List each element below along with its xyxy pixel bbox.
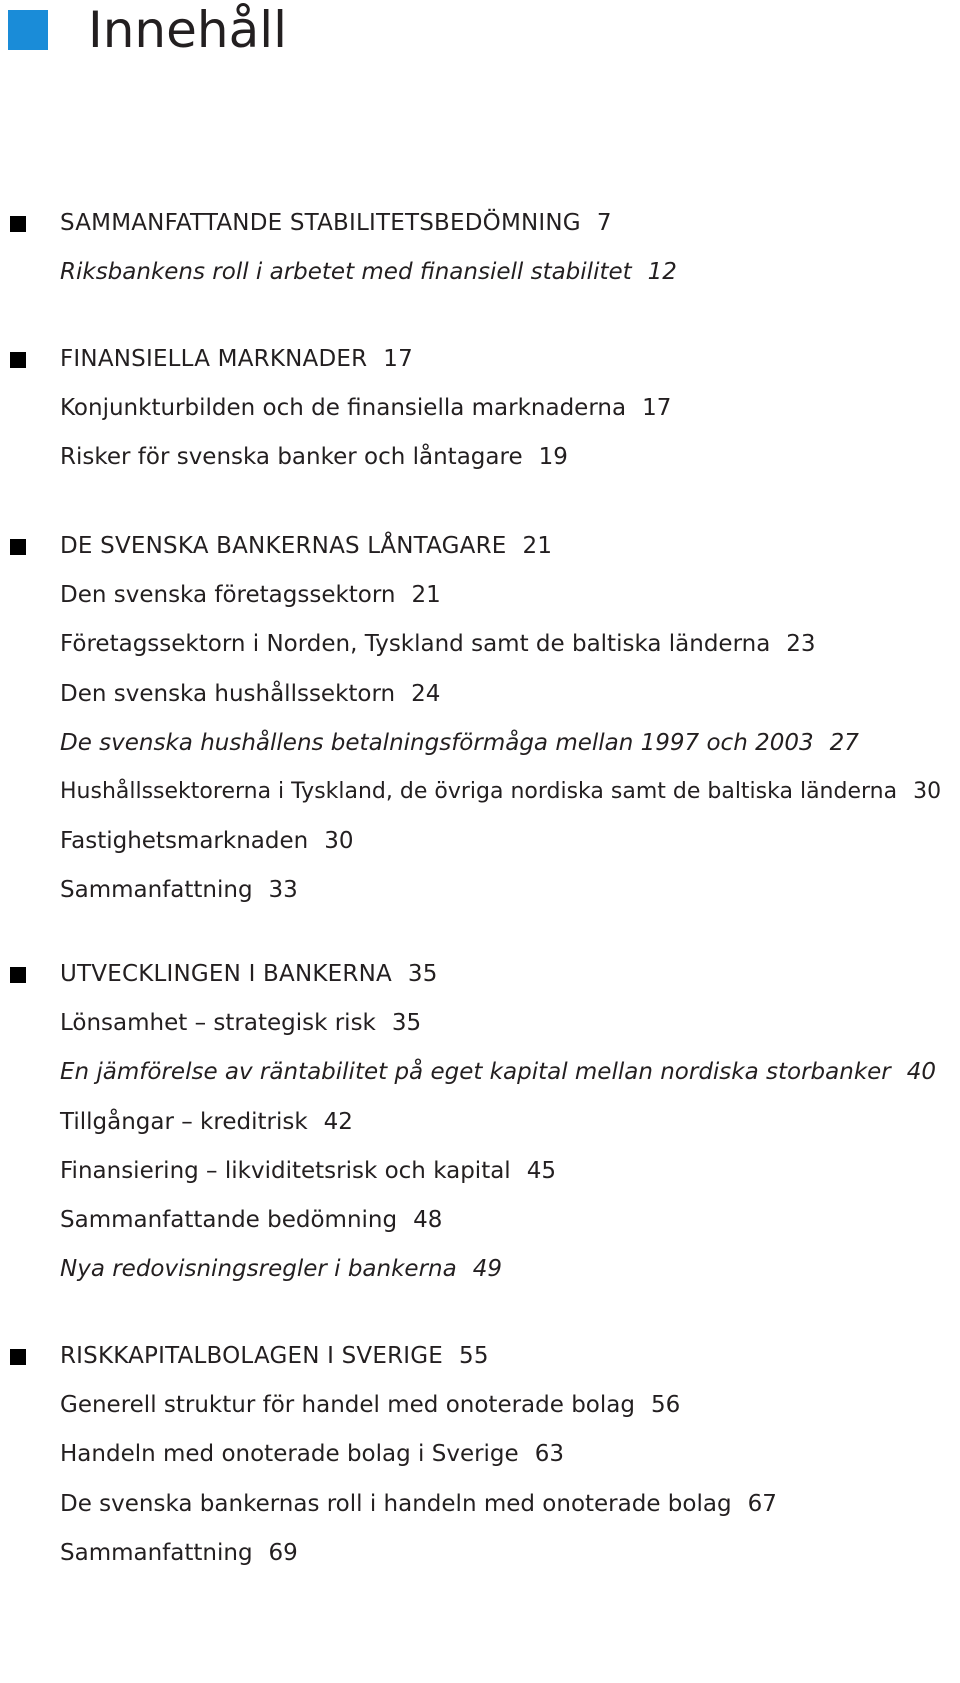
toc-page-number: 21 <box>411 582 441 609</box>
toc-entry-title: Sammanfattning <box>60 877 253 904</box>
toc-page-number: 17 <box>642 395 672 422</box>
toc-entry-title: Företagssektorn i Norden, Tyskland samt de baltiska länderna <box>60 631 771 658</box>
toc-entry-title: Den svenska företagssektorn <box>60 582 396 609</box>
toc-page-number: 21 <box>522 533 553 559</box>
toc-entry-title: Generell struktur för handel med onoterade bolag <box>60 1392 635 1419</box>
toc-page-number: 40 <box>906 1059 937 1086</box>
toc-entry-title: Den svenska hushållssektorn <box>60 680 396 707</box>
toc-entry[interactable] <box>60 1489 777 1519</box>
toc-entry-title: Sammanfattande bedömning <box>60 1207 398 1233</box>
toc-page-number: 12 <box>647 259 677 286</box>
toc-entry-title: UTVECKLINGEN I BANKERNA <box>60 961 392 987</box>
toc-page-number: 33 <box>268 877 298 904</box>
toc-page-number: 23 <box>786 631 816 658</box>
toc-page-number: 48 <box>413 1207 443 1233</box>
toc-page-number: 42 <box>323 1108 353 1135</box>
toc-page-number: 30 <box>913 779 942 804</box>
toc-page-number: 56 <box>650 1392 681 1419</box>
toc-page-number: 55 <box>459 1343 489 1369</box>
toc-entry-title: Hushållssektorerna i Tyskland, de övriga nordiska samt de baltiska länderna <box>60 779 898 804</box>
toc-entry[interactable] <box>60 728 859 758</box>
toc-entry[interactable] <box>60 442 568 472</box>
toc-entry[interactable] <box>60 777 941 807</box>
toc-entry[interactable] <box>60 679 440 709</box>
toc-entry-title: Tillgångar – kreditrisk <box>60 1108 308 1135</box>
toc-page-number: 35 <box>391 1010 422 1037</box>
toc-entry[interactable] <box>60 1254 502 1284</box>
toc-entry[interactable] <box>60 1205 442 1235</box>
toc-entry[interactable] <box>60 257 677 287</box>
toc-entry[interactable] <box>60 1439 564 1469</box>
toc-entry-title: Konjunkturbilden och de finansiella marknaderna <box>60 395 627 422</box>
section-bullet-icon <box>10 539 26 555</box>
toc-entry-title: Nya redovisningsregler i bankerna <box>60 1256 457 1283</box>
toc-entry[interactable] <box>60 875 298 905</box>
toc-entry-title: RISKKAPITALBOLAGEN I SVERIGE <box>60 1343 444 1369</box>
toc-page-number: 35 <box>407 961 438 987</box>
section-bullet-icon <box>10 967 26 983</box>
toc-entry-title: De svenska hushållens betalningsförmåga mellan 1997 och 2003 <box>60 729 814 756</box>
toc-entry[interactable] <box>60 1156 556 1186</box>
toc-entry[interactable] <box>60 1107 353 1137</box>
toc-entry-title: Risker för svenska banker och låntagare <box>60 444 523 471</box>
toc-section-heading[interactable] <box>60 1341 489 1371</box>
toc-entry[interactable] <box>60 1008 421 1038</box>
section-bullet-icon <box>10 352 26 368</box>
toc-entry-title: FINANSIELLA MARKNADER <box>60 346 368 372</box>
toc-entry[interactable] <box>60 1538 298 1568</box>
toc-entry-title: Sammanfattning <box>60 1539 253 1566</box>
toc-page-number: 24 <box>411 680 441 707</box>
toc-entry-title: Handeln med onoterade bolag i Sverige <box>60 1441 519 1468</box>
toc-entry-title: DE SVENSKA BANKERNAS LÅNTAGARE <box>60 533 507 559</box>
toc-page-number: 27 <box>829 729 859 756</box>
toc-page-number: 67 <box>747 1490 777 1517</box>
toc-page-number: 7 <box>596 210 612 236</box>
toc-entry-title: SAMMANFATTANDE STABILITETSBEDÖMNING <box>60 210 581 236</box>
toc-page-number: 45 <box>526 1157 556 1184</box>
toc-page-number: 69 <box>268 1539 298 1566</box>
toc-page-number: 19 <box>538 444 568 471</box>
section-bullet-icon <box>10 1349 26 1365</box>
toc-section-heading[interactable] <box>60 959 438 989</box>
toc-entry-title: En jämförelse av räntabilitet på eget kapital mellan nordiska storbanker <box>60 1059 891 1086</box>
toc-entry[interactable] <box>60 1057 936 1087</box>
toc-section-heading[interactable] <box>60 208 612 238</box>
toc-entry[interactable] <box>60 393 671 423</box>
toc-entry-title: Finansiering – likviditetsrisk och kapital <box>60 1157 511 1184</box>
toc-entry-title: De svenska bankernas roll i handeln med onoterade bolag <box>60 1490 732 1517</box>
toc-page-number: 49 <box>472 1256 502 1283</box>
toc-entry[interactable] <box>60 629 816 659</box>
toc-entry[interactable] <box>60 826 354 856</box>
toc-entry-title: Riksbankens roll i arbetet med finansiell stabilitet <box>60 259 632 286</box>
section-bullet-icon <box>10 216 26 232</box>
toc-page-number: 63 <box>534 1441 564 1468</box>
toc-section-heading[interactable] <box>60 531 552 561</box>
page-title: Innehåll <box>88 1 287 59</box>
toc-page-number: 17 <box>383 346 413 372</box>
toc-entry[interactable] <box>60 1390 680 1420</box>
toc-page-number: 30 <box>324 828 354 855</box>
toc-section-heading[interactable] <box>60 344 413 374</box>
toc-entry[interactable] <box>60 580 441 610</box>
toc-entry-title: Lönsamhet – strategisk risk <box>60 1010 376 1037</box>
toc-entry-title: Fastighetsmarknaden <box>60 828 309 855</box>
